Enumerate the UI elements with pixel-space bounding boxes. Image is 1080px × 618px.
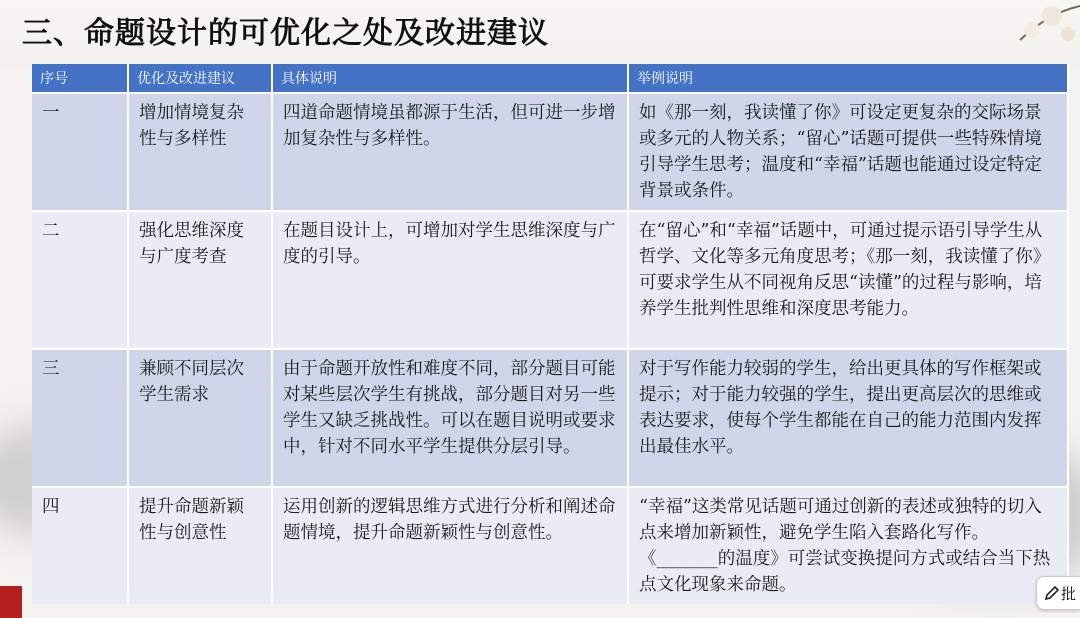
row-suggestion: 增加情境复杂性与多样性 [128, 93, 272, 211]
header-detail: 具体说明 [272, 64, 628, 93]
row-example: 如《那一刻，我读懂了你》可设定更复杂的交际场景或多元的人物关系；“留心”话题可提供一些特殊情境引导学生思考；温度和“幸福”话题也能通过设定特定背景或条件。 [628, 93, 1068, 211]
row-number: 三 [32, 349, 128, 487]
edit-icon [1043, 584, 1061, 602]
row-detail: 运用创新的逻辑思维方式进行分析和阐述命题情境，提升命题新颖性与创意性。 [272, 487, 628, 604]
row-example: 在“留心”和“幸福”话题中，可通过提示语引导学生从哲学、文化等多元角度思考；《那一刻，我读懂了你》可要求学生从不同视角反思“读懂”的过程与影响，培养学生批判性思维和深度思考能力。 [628, 211, 1068, 349]
table-row [32, 211, 1068, 349]
header-suggestion: 优化及改进建议 [128, 64, 272, 93]
table-header-row [32, 64, 1068, 93]
header-example: 举例说明 [628, 64, 1068, 93]
red-seal-decoration [0, 586, 22, 618]
row-suggestion: 兼顾不同层次学生需求 [128, 349, 272, 487]
header-number: 序号 [32, 64, 128, 93]
row-example: “幸福”这类常见话题可通过创新的表述或独特的切入点来增加新颖性，避免学生陷入套路化写作。《_______的温度》可尝试变换提问方式或结合当下热点文化现象来命题。 [628, 487, 1068, 604]
row-suggestion: 强化思维深度与广度考查 [128, 211, 272, 349]
table-row [32, 487, 1068, 604]
row-detail: 四道命题情境虽都源于生活，但可进一步增加复杂性与多样性。 [272, 93, 628, 211]
row-suggestion: 提升命题新颖性与创意性 [128, 487, 272, 604]
suggestions-table [32, 64, 1069, 604]
annotate-label: 批 [1061, 584, 1077, 603]
table-row [32, 349, 1068, 487]
row-number: 二 [32, 211, 128, 349]
row-detail: 由于命题开放性和难度不同，部分题目可能对某些层次学生有挑战，部分题目对另一些学生又缺乏挑战性。可以在题目说明或要求中，针对不同水平学生提供分层引导。 [272, 349, 628, 487]
row-example: 对于写作能力较弱的学生，给出更具体的写作框架或提示；对于能力较强的学生，提出更高层次的思维或表达要求，使每个学生都能在自己的能力范围内发挥出最佳水平。 [628, 349, 1068, 487]
page-title: 三、命题设计的可优化之处及改进建议 [22, 16, 549, 51]
row-detail: 在题目设计上，可增加对学生思维深度与广度的引导。 [272, 211, 628, 349]
table-row [32, 93, 1068, 211]
row-number: 一 [32, 93, 128, 211]
row-number: 四 [32, 487, 128, 604]
annotate-button[interactable] [1036, 576, 1080, 610]
